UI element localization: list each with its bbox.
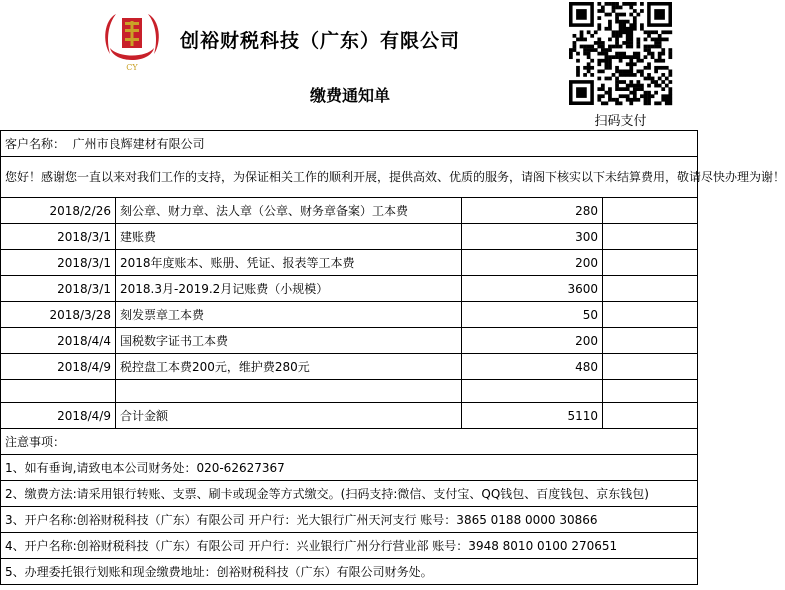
total-row xyxy=(1,403,698,429)
document-title: 缴费通知单 xyxy=(309,86,390,105)
fee-amount: 480 xyxy=(462,354,603,380)
notes-title: 注意事项： xyxy=(1,429,698,455)
fee-row xyxy=(1,198,698,224)
note-line: 5、办理委托银行划账和现金缴费地址：创裕财税科技（广东）有限公司财务处。 xyxy=(1,559,698,585)
company-name: 创裕财税科技（广东）有限公司 xyxy=(180,30,461,52)
fee-description: 刻发票章工本费 xyxy=(116,302,462,328)
customer-name: 广州市良辉建材有限公司 xyxy=(72,136,205,151)
fee-description: 2018年度账本、账册、凭证、报表等工本费 xyxy=(116,250,462,276)
note-row xyxy=(1,481,698,507)
fee-description: 国税数字证书工本费 xyxy=(116,328,462,354)
fee-date: 2018/3/1 xyxy=(1,276,116,302)
fee-date: 2018/3/1 xyxy=(1,250,116,276)
fee-remark xyxy=(603,302,698,328)
empty-row xyxy=(1,380,698,403)
note-row xyxy=(1,507,698,533)
empty-cell xyxy=(462,380,603,403)
fee-remark xyxy=(603,328,698,354)
fee-remark xyxy=(603,198,698,224)
greeting-row xyxy=(1,157,698,198)
greeting-text: 您好！感谢您一直以来对我们工作的支持，为保证相关工作的顺利开展，提供高效、优质的服务，请阁下核实以下未结算费用，敬请尽快办理为谢！ xyxy=(1,157,698,198)
fee-amount: 50 xyxy=(462,302,603,328)
fee-date: 2018/4/9 xyxy=(1,354,116,380)
fee-remark xyxy=(603,354,698,380)
customer-row xyxy=(1,131,698,157)
fee-amount: 280 xyxy=(462,198,603,224)
fee-date: 2018/2/26 xyxy=(1,198,116,224)
fee-date: 2018/3/1 xyxy=(1,224,116,250)
customer-label: 客户名称： xyxy=(5,136,66,151)
customer-cell xyxy=(1,131,698,157)
note-row xyxy=(1,455,698,481)
fee-amount: 300 xyxy=(462,224,603,250)
qr-caption: 扫码支付 xyxy=(594,114,647,129)
total-label: 合计金额 xyxy=(116,403,462,429)
fee-remark xyxy=(603,250,698,276)
empty-cell xyxy=(1,380,116,403)
note-line: 3、开户名称:创裕财税科技（广东）有限公司 开户行：光大银行广州天河支行 账号：3865 0188 0000 30866 xyxy=(1,507,698,533)
note-row xyxy=(1,533,698,559)
fee-row xyxy=(1,224,698,250)
total-date: 2018/4/9 xyxy=(1,403,116,429)
fee-row xyxy=(1,276,698,302)
fee-row xyxy=(1,328,698,354)
fee-remark xyxy=(603,276,698,302)
fee-table xyxy=(0,130,785,585)
fee-description: 税控盘工本费200元，维护费280元 xyxy=(116,354,462,380)
notes-title-row xyxy=(1,429,698,455)
empty-cell xyxy=(603,380,698,403)
fee-remark xyxy=(603,224,698,250)
note-line: 4、开户名称:创裕财税科技（广东）有限公司 开户行：兴业银行广州分行营业部 账号：3948 8010 0100 270651 xyxy=(1,533,698,559)
fee-amount: 200 xyxy=(462,328,603,354)
fee-amount: 3600 xyxy=(462,276,603,302)
note-line: 2、缴费方法:请采用银行转账、支票、刷卡或现金等方式缴交。(扫码支持:微信、支付宝、QQ钱包、百度钱包、京东钱包) xyxy=(1,481,698,507)
company-seal-logo-icon xyxy=(100,8,164,74)
fee-date: 2018/3/28 xyxy=(1,302,116,328)
fee-description: 建账费 xyxy=(116,224,462,250)
note-line: 1、如有垂询,请致电本公司财务处：020-62627367 xyxy=(1,455,698,481)
fee-description: 刻公章、财力章、法人章（公章、财务章备案）工本费 xyxy=(116,198,462,224)
note-row xyxy=(1,559,698,585)
qr-code-icon xyxy=(569,2,672,105)
svg-text:CY: CY xyxy=(126,63,138,72)
total-remark xyxy=(603,403,698,429)
fee-amount: 200 xyxy=(462,250,603,276)
empty-cell xyxy=(116,380,462,403)
fee-row xyxy=(1,302,698,328)
fee-description: 2018.3月-2019.2月记账费（小规模） xyxy=(116,276,462,302)
fee-row xyxy=(1,250,698,276)
total-amount: 5110 xyxy=(462,403,603,429)
fee-row xyxy=(1,354,698,380)
fee-date: 2018/4/4 xyxy=(1,328,116,354)
